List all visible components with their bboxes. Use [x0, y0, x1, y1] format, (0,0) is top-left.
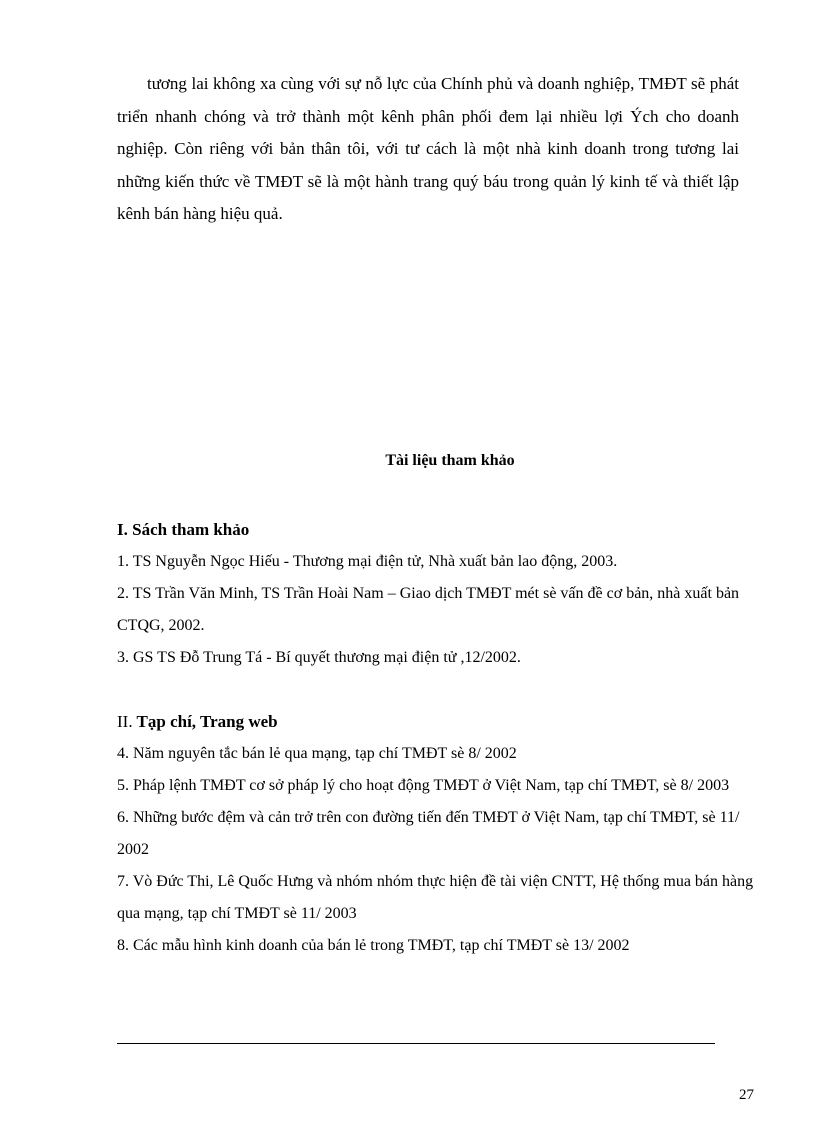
- references-section-books: [117, 514, 757, 674]
- reference-item: 7. Vò Đức Thi, Lê Quốc Hưng và nhóm nhóm thực hiện đề tài viện CNTT, Hệ thống mua bán hàng qua mạng, tạp chí TMĐT sè 11/ 2003: [117, 873, 754, 922]
- reference-item: 4. Năm nguyên tắc bán lẻ qua mạng, tạp chí TMĐT sè 8/ 2002: [117, 745, 517, 762]
- reference-list: [117, 546, 757, 674]
- section-number: I.: [117, 520, 128, 539]
- page-number: 27: [739, 1087, 754, 1103]
- section-number: II.: [117, 712, 133, 731]
- reference-item: 3. GS TS Đỗ Trung Tá - Bí quyết thương mại điện tử ,12/2002.: [117, 649, 521, 666]
- section-title: Sách tham khảo: [132, 520, 250, 539]
- footer-divider: [117, 1043, 715, 1044]
- reference-item: 1. TS Nguyễn Ngọc Hiếu - Thương mại điện tử, Nhà xuất bản lao động, 2003.: [117, 553, 618, 570]
- reference-item: 6. Những bước đệm và cản trở trên con đường tiến đến TMĐT ở Việt Nam, tạp chí TMĐT, sè 11/ 2002: [117, 809, 740, 858]
- reference-item: 2. TS Trần Văn Minh, TS Trần Hoài Nam – Giao dịch TMĐT mét sè vấn đề cơ bản, nhà xuất bản CTQG, 2002.: [117, 585, 740, 634]
- intro-paragraph: tương lai không xa cùng với sự nỗ lực của Chính phủ và doanh nghiệp, TMĐT sẽ phát triển nhanh chóng và trở thành một kênh phân phối đem lại nhiều lợi Ých cho doanh nghiệp. Còn riêng với bản thân tôi, với tư cách là một nhà kinh doanh trong tương lai những kiến thức về TMĐT sẽ là một hành trang quý báu trong quản lý kinh tế và thiết lập kênh bán hàng hiệu quả.: [117, 74, 739, 224]
- reference-list: [117, 738, 757, 962]
- reference-item: 8. Các mẫu hình kinh doanh của bán lẻ trong TMĐT, tạp chí TMĐT sè 13/ 2002: [117, 937, 630, 954]
- section-heading: [117, 514, 757, 546]
- section-heading: [117, 706, 757, 738]
- reference-item: 5. Pháp lệnh TMĐT cơ sở pháp lý cho hoạt động TMĐT ở Việt Nam, tạp chí TMĐT, sè 8/ 2003: [117, 777, 730, 794]
- references-title: Tài liệu tham khảo: [385, 452, 515, 469]
- references-section-journals: [117, 706, 757, 962]
- section-title: Tạp chí, Trang web: [136, 712, 278, 731]
